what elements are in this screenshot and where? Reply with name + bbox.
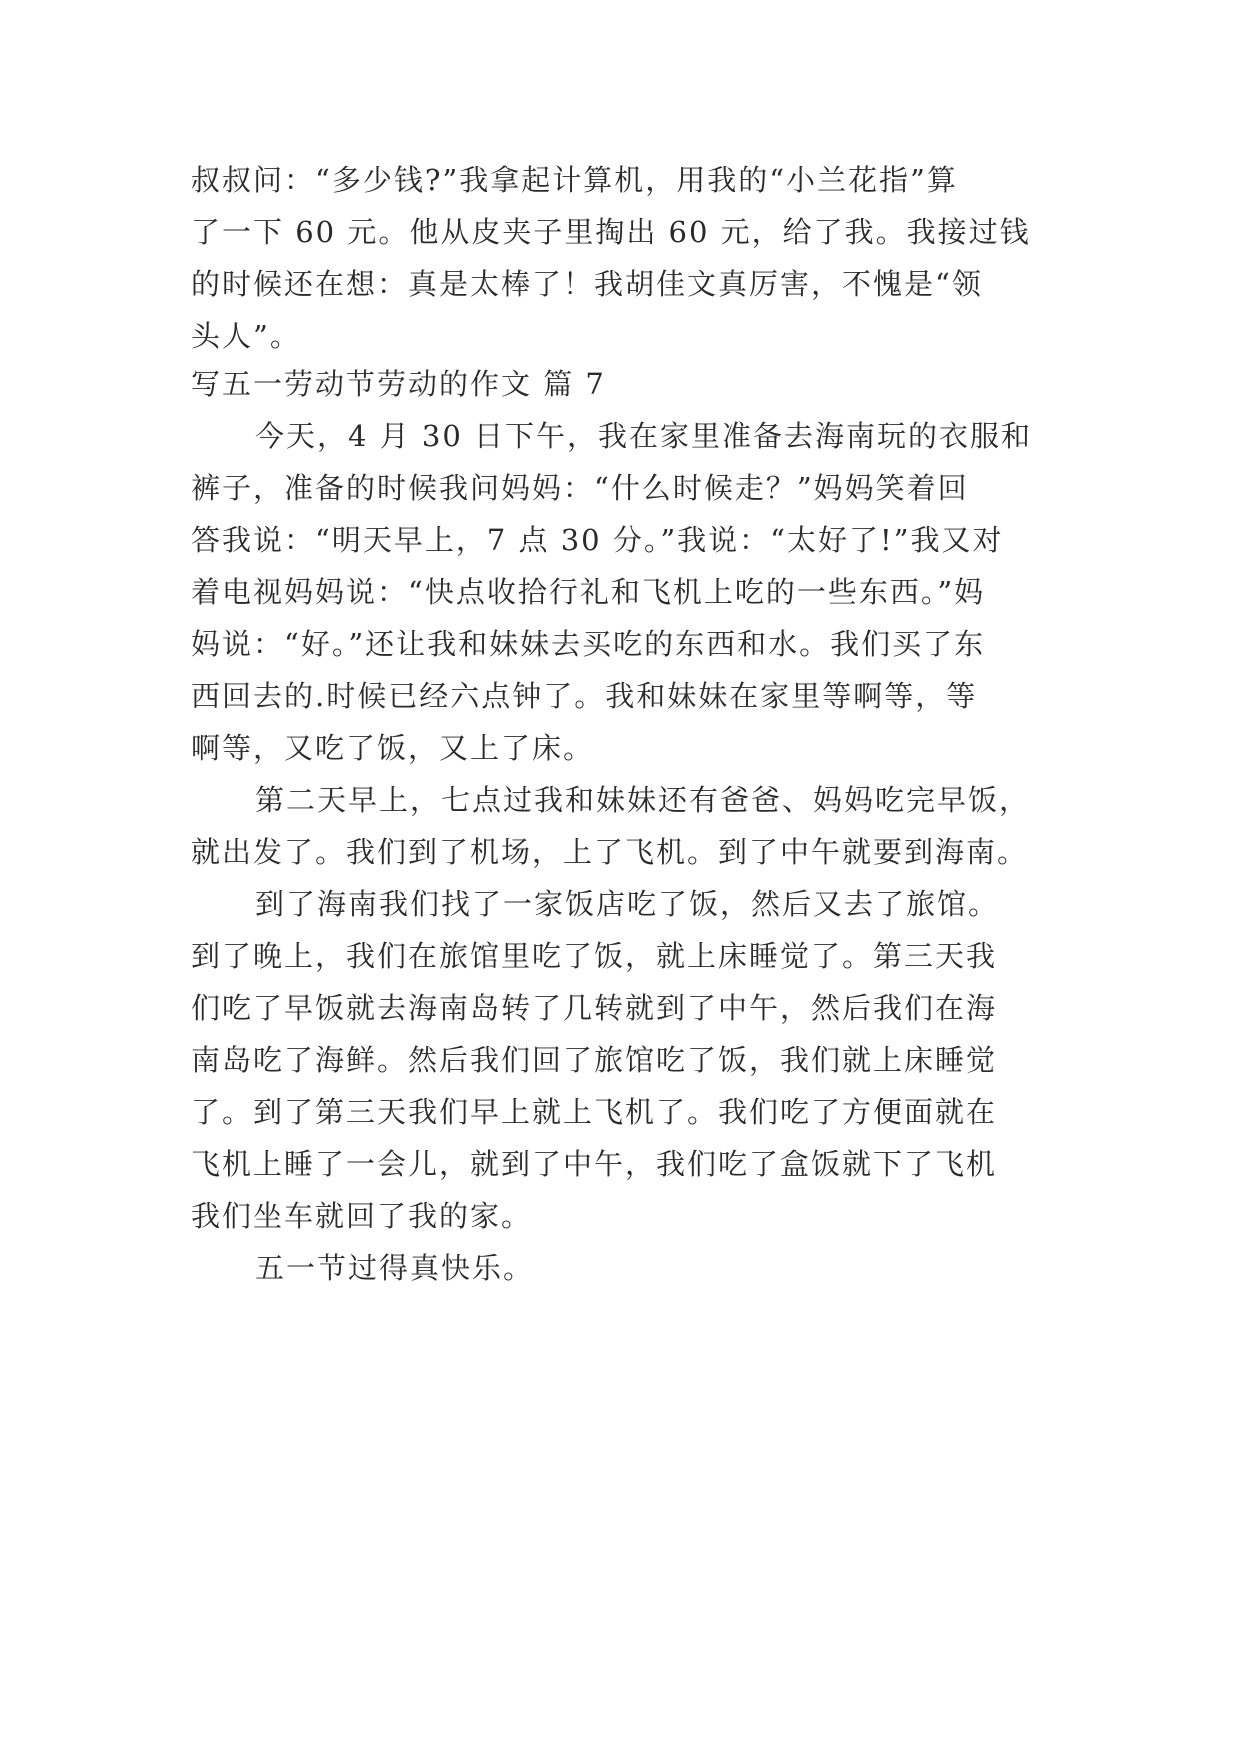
text-line: 着电视妈妈说：“快点收拾行礼和飞机上吃的一些东西。”妈 bbox=[191, 575, 986, 609]
text-line: 了一下 60 元。他从皮夹子里掏出 60 元，给了我。我接过钱 bbox=[191, 215, 1031, 249]
text-line: 头人”。 bbox=[191, 319, 301, 353]
text-line: 五一节过得真快乐。 bbox=[255, 1251, 535, 1285]
text-line: 西回去的.时候已经六点钟了。我和妹妹在家里等啊等，等 bbox=[191, 679, 978, 713]
text-line: 飞机上睡了一会儿，就到了中午，我们吃了盒饭就下了飞机 bbox=[191, 1147, 998, 1181]
text-line: 裤子，准备的时候我问妈妈：“什么时候走？”妈妈笑着回 bbox=[191, 471, 969, 505]
text-line: 们吃了早饭就去海南岛转了几转就到了中午，然后我们在海 bbox=[191, 991, 998, 1025]
text-line: 第二天早上，七点过我和妹妹还有爸爸、妈妈吃完早饭， bbox=[255, 783, 1031, 817]
text-line: 到了晚上，我们在旅馆里吃了饭，就上床睡觉了。第三天我 bbox=[191, 939, 998, 973]
text-line: 的时候还在想：真是太棒了！我胡佳文真厉害，不愧是“领 bbox=[191, 267, 983, 301]
text-line: 今天，4 月 30 日下午，我在家里准备去海南玩的衣服和 bbox=[255, 419, 1033, 453]
text-line: 叔叔问：“多少钱?”我拿起计算机，用我的“小兰花指”算 bbox=[191, 163, 958, 197]
text-line: 就出发了。我们到了机场，上了飞机。到了中午就要到海南。 bbox=[191, 835, 1029, 869]
text-line: 我们坐车就回了我的家。 bbox=[191, 1199, 533, 1233]
section-heading: 写五一劳动节劳动的作文 篇 7 bbox=[191, 367, 606, 401]
text-line: 了。到了第三天我们早上就上飞机了。我们吃了方便面就在 bbox=[191, 1095, 998, 1129]
text-line: 到了海南我们找了一家饭店吃了饭，然后又去了旅馆。 bbox=[255, 887, 1000, 921]
text-line: 啊等，又吃了饭，又上了床。 bbox=[191, 731, 595, 765]
text-line: 答我说：“明天早上，7 点 30 分。”我说：“太好了!”我又对 bbox=[191, 523, 1004, 557]
text-line: 妈说：“好。”还让我和妹妹去买吃的东西和水。我们买了东 bbox=[191, 627, 986, 661]
text-line: 南岛吃了海鲜。然后我们回了旅馆吃了饭，我们就上床睡觉 bbox=[191, 1043, 998, 1077]
